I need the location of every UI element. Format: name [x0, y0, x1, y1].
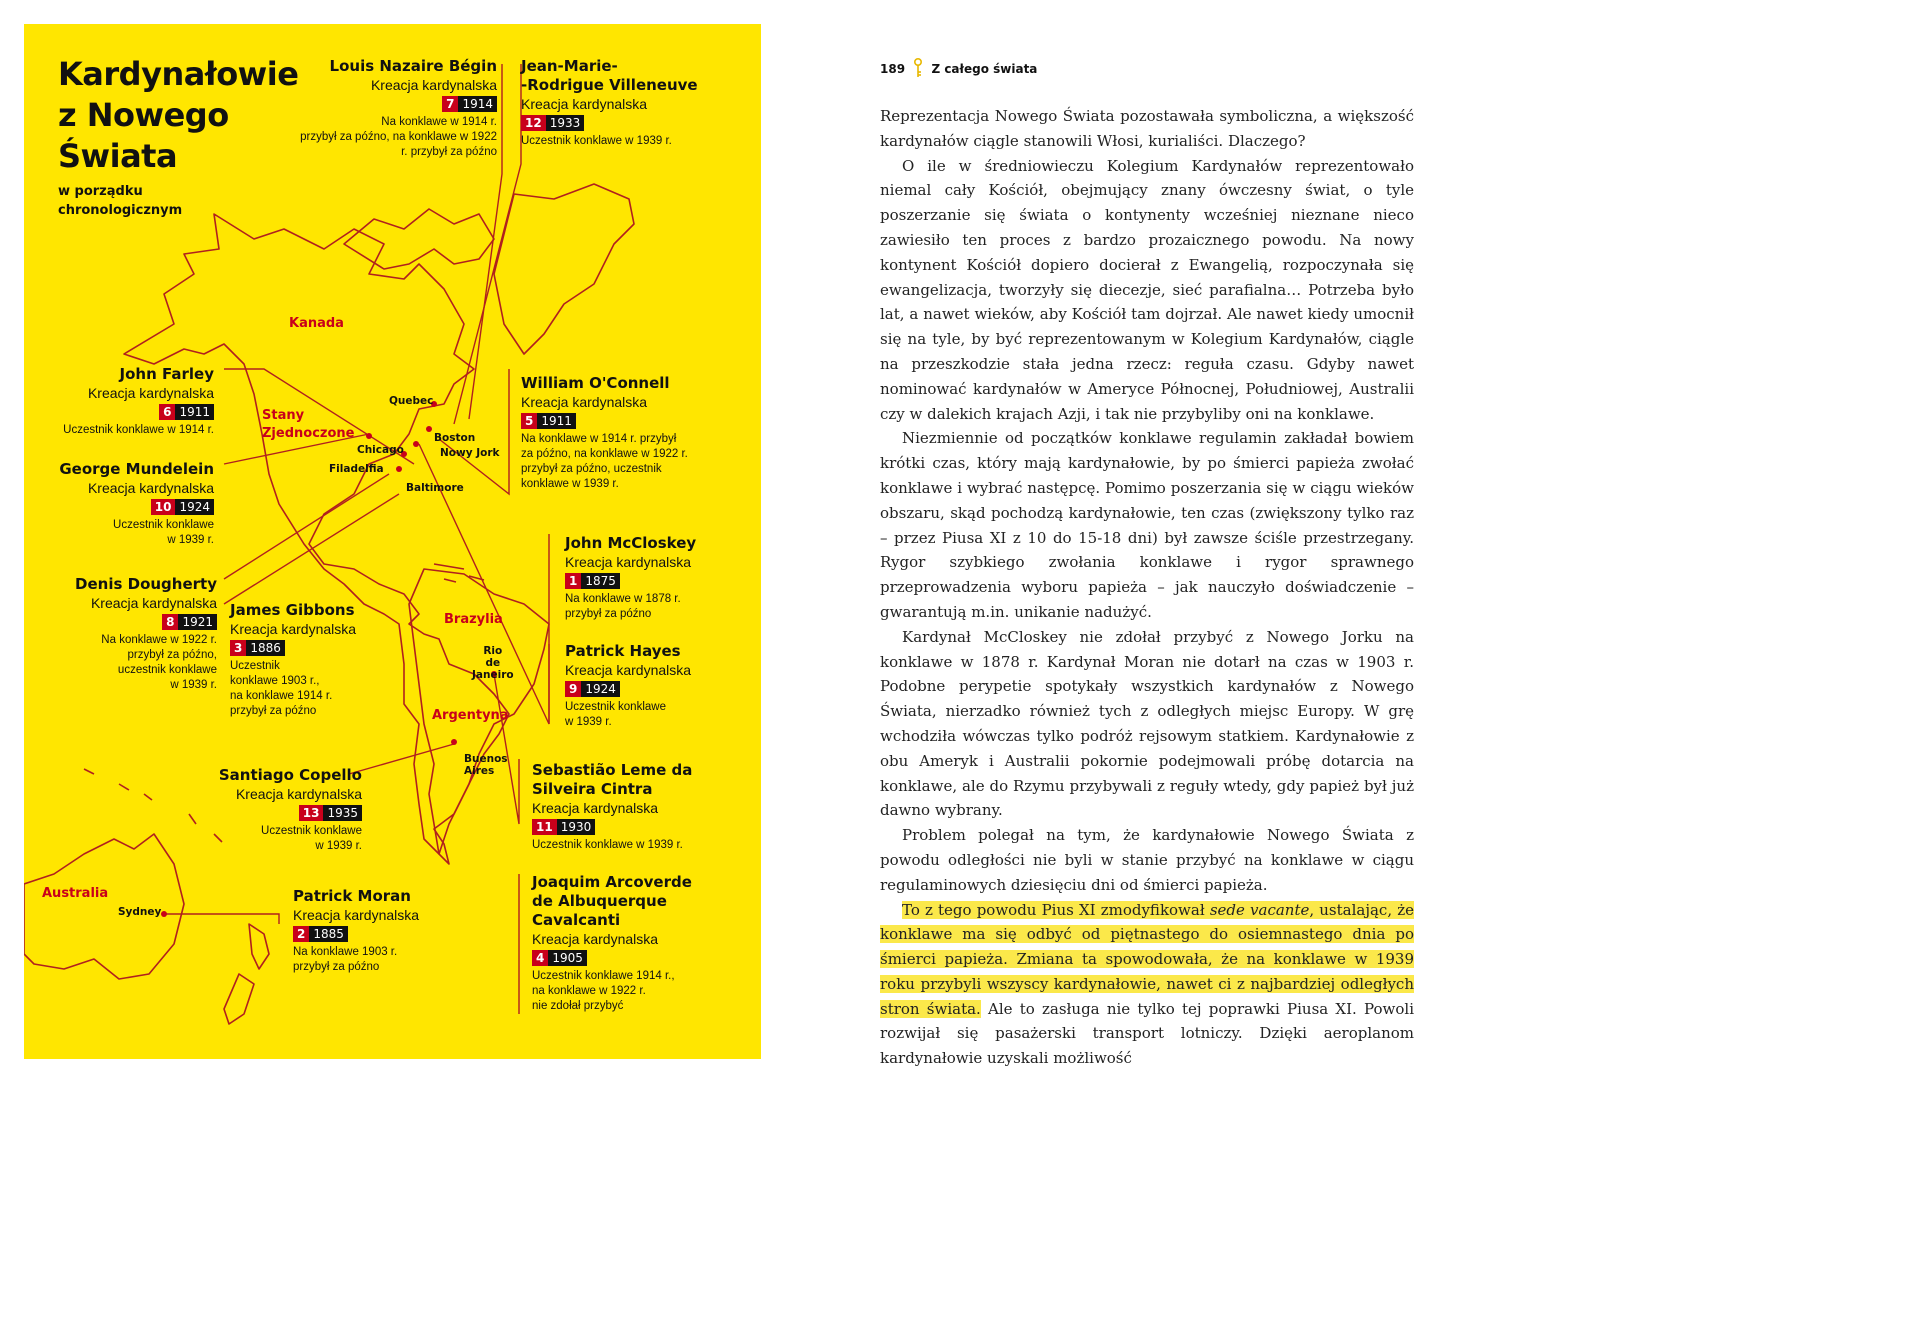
- new-zealand-outline: [224, 924, 269, 1024]
- order-number: 1: [565, 573, 581, 589]
- conclave-note-line: Na konklawe 1903 r.: [293, 946, 398, 958]
- creation-badge: [162, 614, 217, 630]
- creation-badge: [532, 819, 595, 835]
- city-buenos-aires: [464, 753, 508, 777]
- conclave-note-line: konklawe w 1939 r.: [521, 478, 619, 490]
- label-australia: Australia: [42, 886, 109, 901]
- text-page: [880, 0, 1420, 1084]
- cardinal-name-line: John Farley: [119, 365, 214, 383]
- cardinal-name: [293, 887, 419, 906]
- creation-badge: [532, 950, 587, 966]
- creation-label: Kreacja kardynalska: [87, 480, 214, 496]
- creation-label: Kreacja kardynalska: [521, 96, 648, 112]
- line-dougherty: [224, 474, 389, 579]
- conclave-note: [293, 945, 419, 975]
- order-number: 4: [532, 950, 548, 966]
- creation-label: Kreacja kardynalska: [230, 621, 357, 637]
- creation-year: 1930: [557, 819, 596, 835]
- cardinal-name-line: de Albuquerque: [532, 892, 667, 910]
- cardinal-name-line: Louis Nazaire Bégin: [329, 57, 497, 75]
- label-canada: Kanada: [289, 316, 344, 331]
- order-number: 6: [159, 404, 175, 420]
- cardinal-name: [521, 57, 698, 95]
- conclave-note-line: w 1939 r.: [170, 679, 217, 691]
- paragraph-highlighted: [880, 898, 1414, 1072]
- conclave-note-line: w 1939 r.: [565, 716, 612, 728]
- cardinal-name-line: James Gibbons: [230, 601, 355, 619]
- conclave-note: [521, 432, 688, 492]
- creation-label: Kreacja kardynalska: [235, 786, 362, 802]
- cardinal-name-line: Silveira Cintra: [532, 780, 653, 798]
- cardinal-name: [63, 365, 214, 384]
- page-number: 189: [880, 62, 906, 76]
- cardinal-card: [565, 642, 691, 730]
- conclave-note-line: Uczestnik konklawe w 1939 r.: [532, 839, 683, 851]
- conclave-note: [63, 423, 214, 438]
- cardinal-name: [230, 601, 356, 620]
- creation-label: Kreacja kardynalska: [565, 662, 692, 678]
- cardinal-card: [75, 575, 217, 693]
- cardinal-name: [532, 873, 692, 930]
- creation-year: 1935: [323, 805, 362, 821]
- dot-buenos-aires: [451, 739, 457, 745]
- conclave-note-line: Na konklawe w 1914 r. przybył: [521, 433, 677, 445]
- creation-badge: [521, 413, 576, 429]
- conclave-note-line: Na konklawe w 1878 r.: [565, 593, 681, 605]
- creation-badge: [565, 573, 620, 589]
- paragraph: Kardynał McCloskey nie zdołał przybyć z Nowego Jorku na konklawe w 1878 r. Kardynał Moran nie dotarł na czas w 1903 r. Podobne perypetie spotykały wszystkich kardynałów z Nowego Świata, nierzadko również tych z odległych miejsc Europy. W grę wchodziła wówczas tylko podróż rejsowym statkiem. Kardynałowie z obu Ameryk i Australii pokornie podejmowali próbę dotarcia na konklawe, ale do Rzymu przybywali z reguły wtedy, gdy papież był już dawno wybrany.: [880, 627, 1414, 820]
- cardinal-card: [230, 601, 356, 719]
- conclave-note-line: uczestnik konklawe: [117, 664, 217, 676]
- label-usa: [262, 407, 354, 443]
- label-usa-line1: Stany: [262, 408, 305, 423]
- conclave-note: [565, 700, 691, 730]
- conclave-note-line: Uczestnik konklawe: [113, 519, 214, 531]
- order-number: 9: [565, 681, 581, 697]
- paragraph: Problem polegał na tym, że kardynałowie Nowego Świata z powodu odległości nie byli w stanie przybyć na konklawe w ciągu regulaminowych dziesięciu dni od śmierci papieża.: [880, 826, 1414, 894]
- cardinal-name-line: John McCloskey: [565, 534, 697, 552]
- label-usa-line2: Zjednoczone: [262, 426, 355, 441]
- cardinal-name: [521, 374, 688, 393]
- creation-year: 1933: [546, 115, 585, 131]
- cardinal-name-line: Denis Dougherty: [75, 575, 217, 593]
- conclave-note-line: Uczestnik konklawe w 1939 r.: [521, 135, 672, 147]
- greenland-outline: [494, 184, 634, 354]
- cardinal-name: [59, 460, 214, 479]
- paragraph: O ile w średniowieczu Kolegium Kardynałów reprezentowało niemal cały Kościół, obejmujący znany ówczesny świat, o tyle poszerzanie się świata o kontynenty wcześniej nieznane nieco zawiesiło ten proces z bardzo prozaicznego powodu. Na nowy kontynent Kościół dopiero docierał z Ewangelią, rozpoczynała się ewangelizacja, tworzyły się diecezje, sieć parafialna… Potrzeba było lat, a nawet wieków, aby Kościół tam dojrzał. Ale nawet kiedy umocnił się na tyle, by być reprezentowanym w Kolegium Kardynałów, ciągle na przeszkodzie stała jedna rzecz: reguła czasu. Gdyby nawet nominować kardynałów w Ameryce Północnej, Południowej, Australii czy w dalekich krajach Azji, i tak nie przybyliby oni na konklawe.: [880, 156, 1414, 423]
- creation-year: 1911: [537, 413, 576, 429]
- infographic-title: Kardynałowie z Nowego Świata: [58, 55, 299, 175]
- key-icon: [913, 58, 923, 81]
- creation-label: Kreacja kardynalska: [87, 385, 214, 401]
- dot-chicago: [366, 433, 372, 439]
- city-rio-1: Rio: [483, 645, 503, 657]
- creation-year: 1914: [458, 96, 497, 112]
- dot-new-york: [413, 441, 419, 447]
- cardinal-name-line: Jean-Marie-: [521, 57, 618, 75]
- creation-badge: [565, 681, 620, 697]
- creation-year: 1924: [581, 681, 620, 697]
- creation-year: 1921: [178, 614, 217, 630]
- chapter-title: Z całego świata: [931, 62, 1038, 76]
- city-quebec: Quebec: [389, 395, 434, 407]
- cardinal-card: [521, 57, 698, 149]
- cardinal-card: [59, 460, 214, 548]
- creation-year: 1924: [175, 499, 214, 515]
- conclave-note-line: w 1939 r.: [315, 840, 362, 852]
- running-head: [880, 58, 1037, 81]
- cardinal-name-line: Cavalcanti: [532, 911, 621, 929]
- order-number: 13: [299, 805, 324, 821]
- conclave-note: [532, 838, 692, 853]
- conclave-note-line: przybył za późno: [565, 608, 652, 620]
- conclave-note-line: konklawe 1903 r.,: [230, 675, 320, 687]
- creation-badge: [299, 805, 362, 821]
- label-argentina: Argentyna: [432, 708, 509, 723]
- conclave-note-line: w 1939 r.: [167, 534, 214, 546]
- order-number: 11: [532, 819, 557, 835]
- cardinal-card: [300, 57, 497, 160]
- cardinal-name: [565, 534, 696, 553]
- cardinal-card: [532, 761, 692, 853]
- city-rio-2: de: [485, 657, 501, 669]
- creation-badge: [159, 404, 214, 420]
- conclave-note-line: nie zdołał przybyć: [532, 1000, 624, 1012]
- creation-badge: [230, 640, 285, 656]
- conclave-note-line: Na konklawe w 1914 r.: [381, 116, 497, 128]
- cardinal-card: [521, 374, 688, 492]
- city-ba-1: Buenos: [464, 753, 508, 765]
- cardinal-card: [63, 365, 214, 438]
- conclave-note-line: przybył za późno, na konklawe w 1922: [300, 131, 497, 143]
- cardinal-name-line: Patrick Moran: [293, 887, 411, 905]
- conclave-note: [565, 592, 696, 622]
- order-number: 5: [521, 413, 537, 429]
- city-rio: [472, 645, 514, 681]
- highlight-part: , ustalając, że konklawe ma się odbyć od piętnastego do osiemnastego dnia po śmierci papieża. Zmiana ta spowodowała, że na konklawe w 1939 roku przybyli wszyscy kardynałowie, nawet ci z najbardziej odległych stron świata.: [880, 900, 1414, 1018]
- creation-year: 1875: [581, 573, 620, 589]
- conclave-note-line: na konklawe w 1922 r.: [532, 985, 646, 997]
- dot-boston: [426, 426, 432, 432]
- city-rio-3: Janeiro: [472, 669, 514, 681]
- creation-badge: [521, 115, 584, 131]
- highlight-italic: sede vacante: [1209, 900, 1310, 919]
- order-number: 12: [521, 115, 546, 131]
- conclave-note-line: Na konklawe w 1922 r.: [101, 634, 217, 646]
- creation-year: 1885: [309, 926, 348, 942]
- line-gibbons: [224, 494, 399, 604]
- city-philadelphia: Filadelfia: [329, 463, 384, 475]
- city-sydney: Sydney: [118, 906, 162, 918]
- creation-badge: [151, 499, 214, 515]
- creation-label: Kreacja kardynalska: [90, 595, 217, 611]
- creation-year: 1905: [548, 950, 587, 966]
- cardinal-name-line: George Mundelein: [59, 460, 214, 478]
- conclave-note-line: przybył za późno: [293, 961, 380, 973]
- conclave-note: [219, 824, 362, 854]
- creation-label: Kreacja kardynalska: [370, 77, 497, 93]
- conclave-note-line: przybył za późno: [230, 705, 317, 717]
- conclave-note: [532, 969, 692, 1014]
- dot-baltimore: [396, 466, 402, 472]
- conclave-note: [59, 518, 214, 548]
- conclave-note-line: na konklawe 1914 r.: [230, 690, 333, 702]
- conclave-note: [300, 115, 497, 160]
- city-new-york: Nowy Jork: [440, 447, 500, 459]
- cardinal-card: [532, 873, 692, 1014]
- conclave-note-line: przybył za późno, uczestnik: [521, 463, 662, 475]
- conclave-note-line: Uczestnik konklawe: [261, 825, 362, 837]
- highlight-part: To z tego powodu Pius XI zmodyfikował: [902, 900, 1210, 919]
- conclave-note-line: przybył za późno,: [127, 649, 217, 661]
- cardinal-name-line: William O'Connell: [521, 374, 670, 392]
- city-ba-2: Aires: [464, 765, 495, 777]
- creation-label: Kreacja kardynalska: [293, 907, 420, 923]
- paragraph-tail: Ale to zasługa nie tylko tej poprawki Piusa XI. Powoli rozwijał się pasażerski transport lotniczy. Dzięki aeroplanom kardynałowie uzyskali możliwość: [880, 999, 1414, 1068]
- paragraph: Reprezentacja Nowego Świata pozostawała symboliczna, a większość kardynałów ciągle stanowili Włosi, kurialiści. Dlaczego?: [880, 107, 1414, 150]
- paragraph: Niezmiennie od początków konklawe regulamin zakładał bowiem krótki czas, który mają kardynałowie, by po śmierci papieża zwołać konklawe i wybrać następcę. Pomimo poszerzania się w ciągu wieków obszaru, skąd pochodzą kardynałowie, ten czas (zwiększony tylko raz – przez Piusa XI z 10 do 15-18 dni) był zawsze ściśle przestrzegany. Rygor szybkiego zwołania konklawe i rygor sprawnego przeprowadzenia wyboru papieża – jak nauczyło doświadczenie – gwarantują m.in. unikanie nadużyć.: [880, 429, 1414, 621]
- order-number: 7: [442, 96, 458, 112]
- cardinal-name: [300, 57, 497, 76]
- pacific-islands: [84, 769, 222, 842]
- dot-sydney: [161, 911, 167, 917]
- line-copello: [349, 744, 454, 774]
- label-brazil: Brazylia: [444, 612, 503, 627]
- infographic-panel: [24, 24, 761, 1059]
- conclave-note-line: Uczestnik: [230, 660, 280, 672]
- conclave-note-line: za późno, na konklawe w 1922 r.: [521, 448, 688, 460]
- conclave-note: [75, 633, 217, 693]
- creation-label: Kreacja kardynalska: [521, 394, 648, 410]
- creation-label: Kreacja kardynalska: [532, 800, 659, 816]
- cardinal-name: [219, 766, 362, 785]
- cardinal-name: [75, 575, 217, 594]
- city-boston: Boston: [434, 432, 476, 444]
- cardinal-card: [565, 534, 696, 622]
- order-number: 10: [151, 499, 176, 515]
- creation-badge: [293, 926, 348, 942]
- conclave-note-line: Uczestnik konklawe: [565, 701, 666, 713]
- cardinal-name-line: Sebastião Leme da: [532, 761, 693, 779]
- cardinal-card: [219, 766, 362, 854]
- cardinal-name-line: -Rodrigue Villeneuve: [521, 76, 698, 94]
- cardinal-name: [532, 761, 692, 799]
- cardinal-name: [565, 642, 691, 661]
- line-leme: [494, 674, 519, 824]
- creation-badge: [442, 96, 497, 112]
- cardinal-name-line: Santiago Copello: [218, 766, 362, 784]
- city-chicago: Chicago: [357, 444, 404, 456]
- conclave-note-line: Uczestnik konklawe 1914 r.,: [532, 970, 675, 982]
- city-baltimore: Baltimore: [406, 482, 464, 494]
- order-number: 2: [293, 926, 309, 942]
- cardinal-card: [293, 887, 419, 975]
- creation-year: 1911: [175, 404, 214, 420]
- conclave-note-line: r. przybył za późno: [401, 146, 497, 158]
- creation-label: Kreacja kardynalska: [565, 554, 692, 570]
- infographic-subtitle: w porządku chronologicznym: [58, 184, 183, 218]
- order-number: 3: [230, 640, 246, 656]
- conclave-note: [521, 134, 698, 149]
- order-number: 8: [162, 614, 178, 630]
- creation-label: Kreacja kardynalska: [532, 931, 659, 947]
- conclave-note: [230, 659, 356, 719]
- cardinal-name-line: Joaquim Arcoverde: [532, 873, 692, 891]
- conclave-note-line: Uczestnik konklawe w 1914 r.: [63, 424, 214, 436]
- creation-year: 1886: [246, 640, 285, 656]
- body-text: [880, 104, 1414, 1071]
- arctic-islands: [344, 209, 494, 269]
- cardinal-name-line: Patrick Hayes: [565, 642, 681, 660]
